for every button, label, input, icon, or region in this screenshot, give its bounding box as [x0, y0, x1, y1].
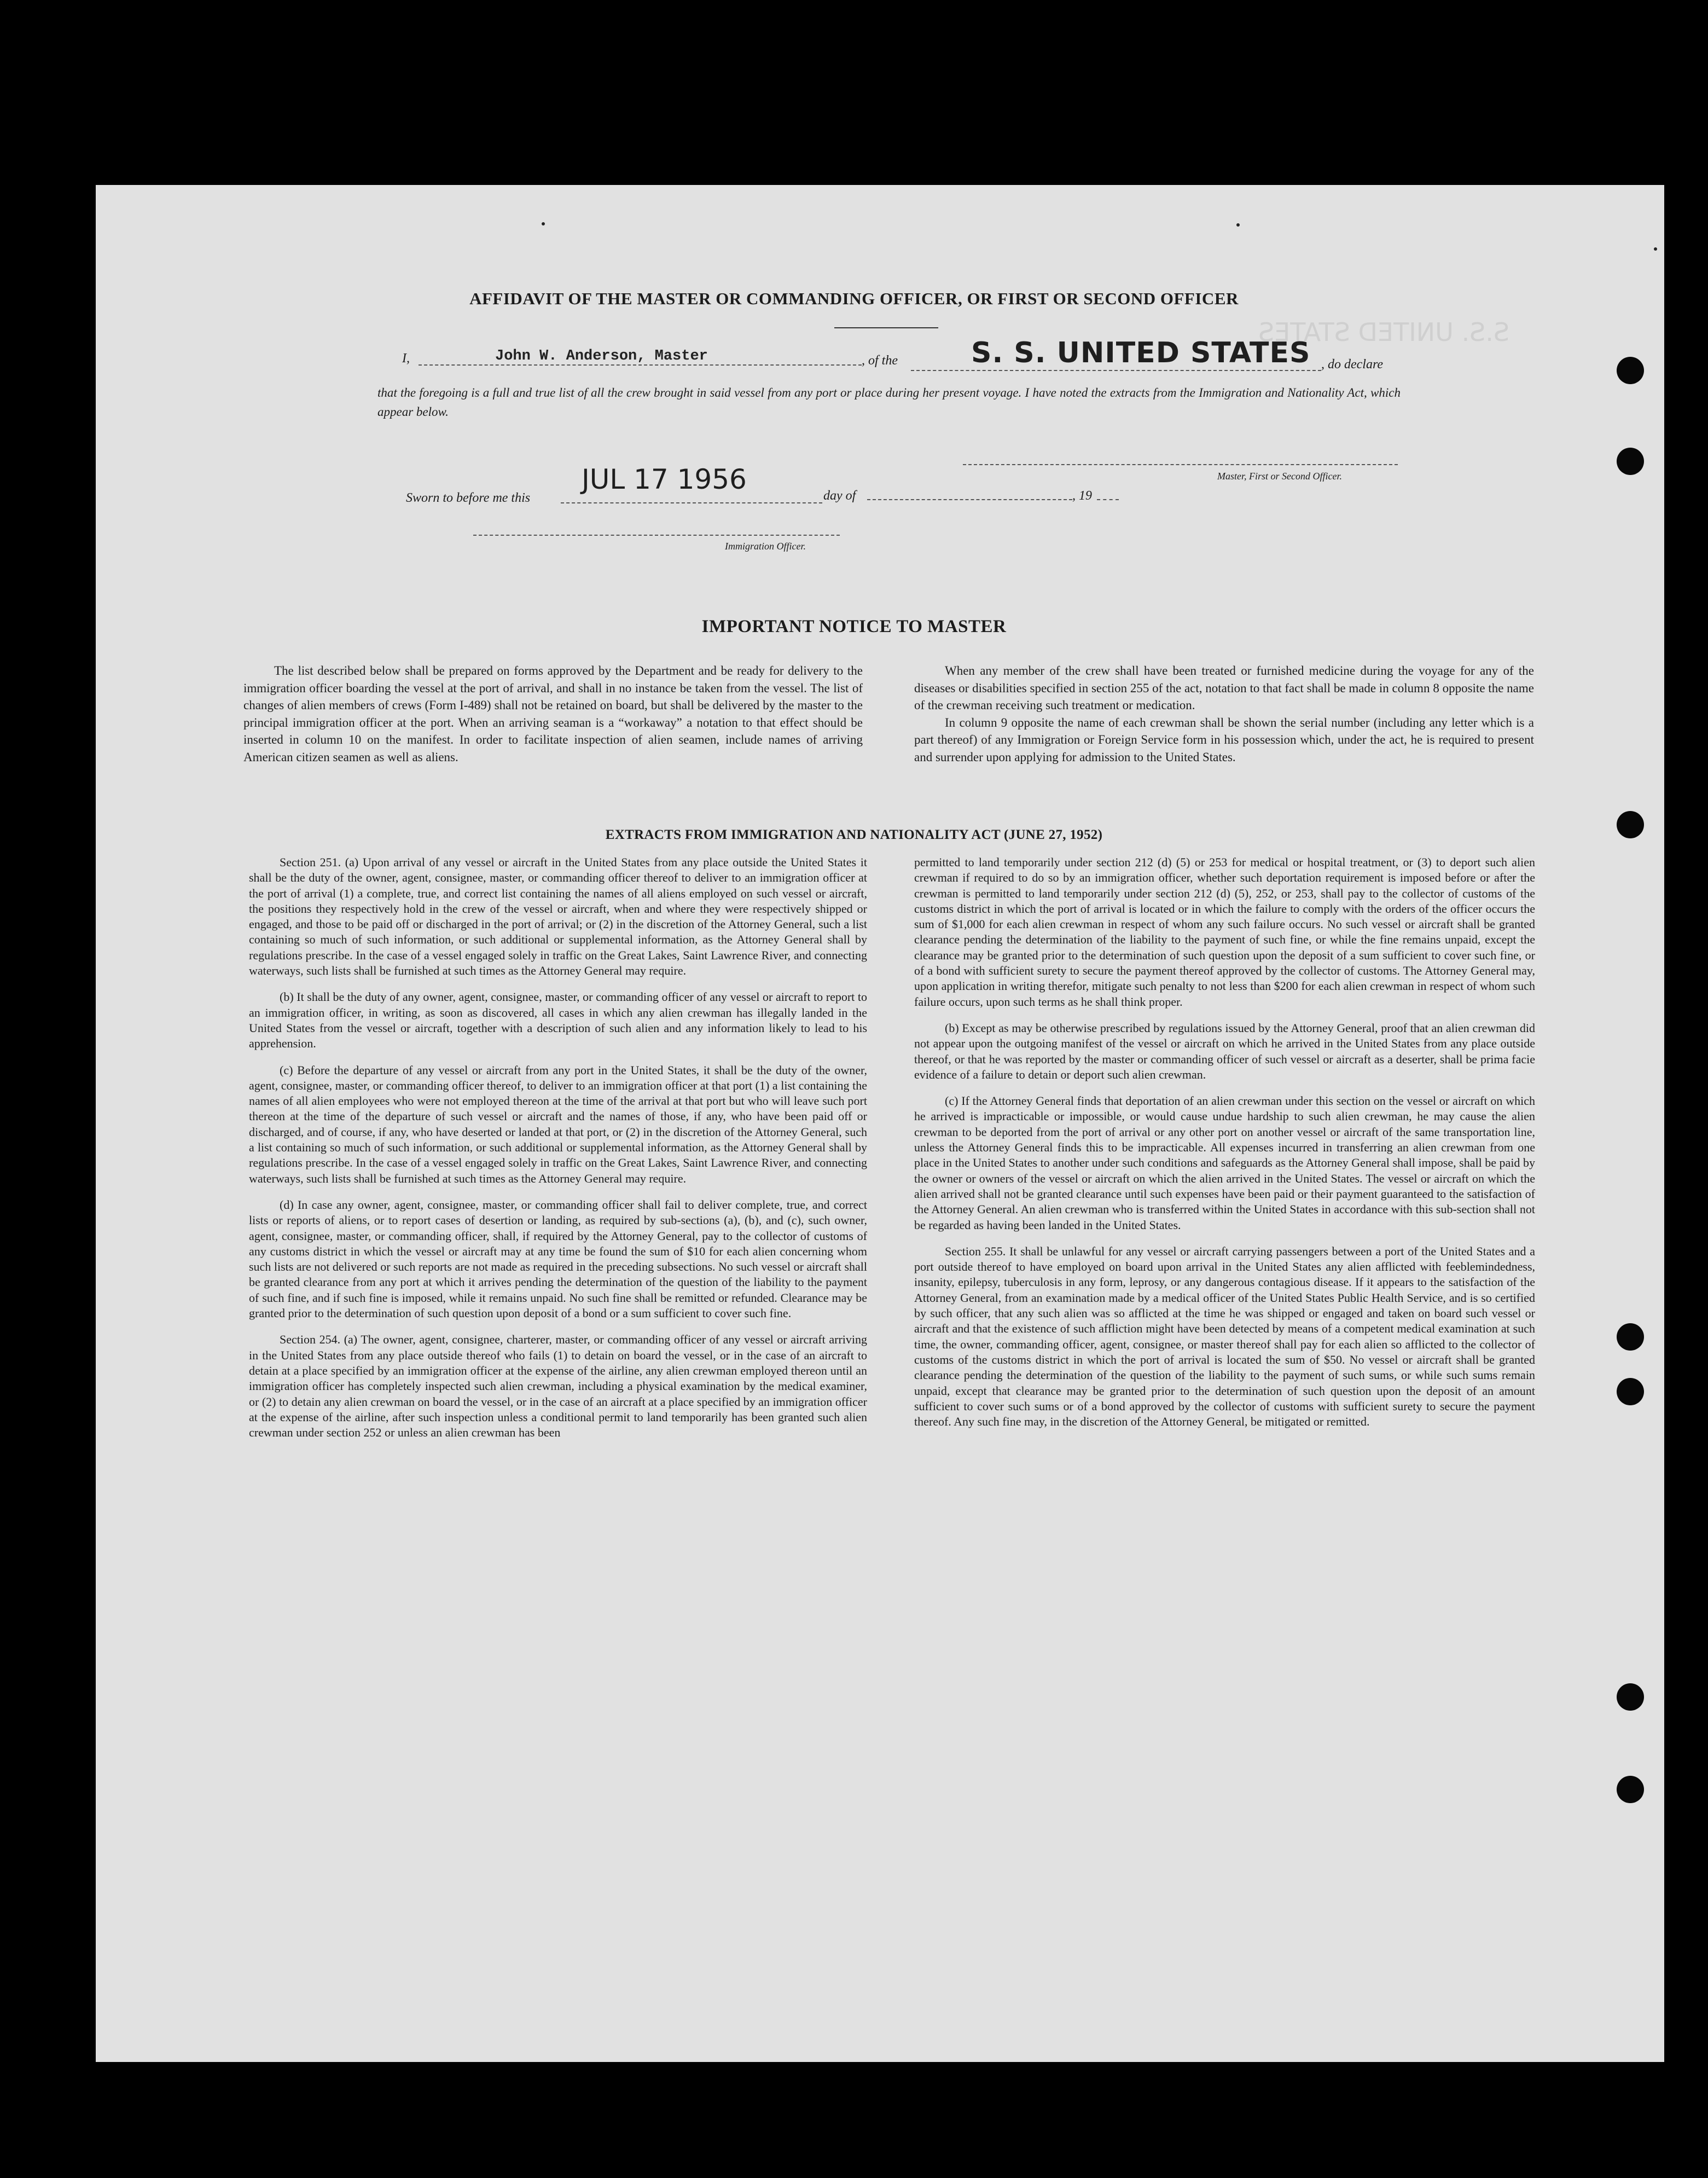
vessel-name: S. S. UNITED STATES — [971, 337, 1311, 369]
day-of-label: day of — [823, 489, 856, 503]
affidavit-prefix: I, — [402, 351, 410, 366]
extracts-title: EXTRACTS FROM IMMIGRATION AND NATIONALITY ACT (JUNE 27, 1952) — [605, 827, 1103, 842]
affidavit-title: AFFIDAVIT OF THE MASTER OR COMMANDING OFFICER, OR FIRST OR SECOND OFFICER — [469, 289, 1239, 308]
sworn-date-line — [561, 502, 822, 503]
section-255: Section 255. It shall be unlawful for any vessel or aircraft carrying passengers between a port of the United States and a port outside thereof to have employed on board upon arrival in the United States any alien afflicted with feeblemindedness, insanity, epilepsy, tuberculosis in any form, leprosy, or any dangerous contagious disease. If it appears to the satisfaction of the Attorney General, from an examination made by a medical officer of the United States Public Health Service, and is so certified by such officer, that any such alien was so afflicted at the time he was shipped or engaged and taken on board such vessel or aircraft and that the existence of such affliction might have been detected by means of a competent medical examination at such time, the owner, commanding officer, agent, consignee, or master thereof shall pay for each alien so afflicted to the collector of customs of the customs district in which the port of arrival is located the sum of $50. No vessel or aircraft shall be granted clearance pending the determination of the question of the liability to the payment of such sums, or while such sums remain unpaid, except that clearance may be granted prior to the determination of such question upon the deposit of an amount sufficient to cover such sums or of a bond approved by the collector of customs with sufficient surety to secure the payment thereof. Any such fine may, in the discretion of the Attorney General, be mitigated or remitted. — [914, 1244, 1535, 1429]
immigration-officer-line — [473, 535, 840, 536]
section-251-c: (c) Before the departure of any vessel or aircraft from any port in the United States, it shall be the duty of the owner, agent, consignee, master, or commanding officer thereof, to deliver to an immigration officer at that port (1) a list containing the names of all alien employees who were not employed thereon at the time of the arrival at that port but who will leave such port thereon at the time of the departure of such vessel or aircraft and the names of those, if any, who have been paid off or discharged, and of course, if any, who have deserted or landed at that port, or (2) in the discretion of the Attorney General, such a list containing so much of such information, or such additional or supplemental information, as the Attorney General shall by regulations prescribe. In the case of a vessel engaged solely in traffic on the Great Lakes, Saint Lawrence River, and connecting waterways, such lists shall be furnished at such times as the Attorney General may require. — [249, 1063, 867, 1185]
notice-title: IMPORTANT NOTICE TO MASTER — [701, 617, 1007, 636]
section-251-d: (d) In case any owner, agent, consignee, master, or commanding officer shall fail to deliver complete, true, and correct lists or reports of aliens, or to report cases of desertion or landing, as required by sub-sections (a), (b), and (c), such owner, agent, consignee, master, or commanding officer, shall, if required by the Attorney General, pay to the collector of customs of any customs district in which the vessel or aircraft may at any time be found the sum of $10 for each alien concerning whom such lists are not delivered or such reports are not made as required in the preceding subsections. No such vessel or aircraft shall be granted clearance from any port at which it arrives pending the determination of the question of the liability to the payment of such fine, and if such fine is imposed, while it remains unpaid. No such fine shall be remitted or refunded. Clearance may be granted prior to the determination of such question upon deposit of a bond or a sum sufficient to cover such fine. — [249, 1197, 867, 1320]
signature-label: Master, First or Second Officer. — [1217, 471, 1342, 482]
section-254-b: (b) Except as may be otherwise prescribed by regulations issued by the Attorney General, proof that an alien crewman did not appear upon the outgoing manifest of the vessel or aircraft on which he arrived in the United States from any place outside thereof, or that he was reported by the master or commanding officer of such vessel or aircraft as a deserter, shall be prima facie evidence of a failure to detain or deport such alien crewman. — [914, 1021, 1535, 1081]
section-254-a-continued: permitted to land temporarily under section 212 (d) (5) or 253 for medical or hospital treatment, or (3) to deport such alien crewman if required to do so by an immigration officer, whether such deportation requirement is imposed before or after the crewman is permitted to land temporarily under section 212 (d) (5), 252, or 253, shall pay to the collector of customs of the customs district in which the port of arrival is located or in which the failure to comply with the orders of the officer occurs the sum of $1,000 for each alien crewman in respect of whom any such failure occurs. No such vessel or aircraft shall be granted clearance pending the determination of the liability to the payment of such fine, or while the fine remains unpaid, except the clearance may be granted prior to the determination of such question upon the deposit of a sum sufficient to cover such fine, or of a bond with sufficient surety to secure the payment thereof approved by the collector of customs. The Attorney General may, upon application in writing therefor, mitigate such penalty to not less than $200 for each alien crewman in respect of whom such failure occurs, upon such terms as he shall think proper. — [914, 855, 1535, 1009]
year-label: , 19 — [1072, 489, 1092, 503]
sworn-date-stamp: JUL 17 1956 — [582, 464, 747, 495]
year-line — [1097, 499, 1119, 500]
notice-left-paragraph: The list described below shall be prepared on forms approved by the Department and be ready for delivery to the immigration officer boarding the vessel at the port of arrival, and shall in no instance be taken from the vessel. The list of changes of alien members of crews (Form I-489) shall not be retained on board, but shall be delivered by the master to the principal immigration officer at the port. When an arriving seaman is a “workaway” a notation to that effect should be inserted in column 10 on the manifest. In order to facilitate inspection of alien seamen, include names of arriving American citizen seamen as well as aliens. — [243, 664, 863, 764]
immigration-officer-label: Immigration Officer. — [725, 541, 806, 552]
of-the-label: , of the — [862, 354, 898, 368]
declaration-text: that the foregoing is a full and true list of all the crew brought in said vessel from any port or place during her present voyage. I have noted the extracts from the Immigration and Nationality Act, which appear below. — [377, 386, 1401, 419]
extracts-right-column — [914, 855, 1535, 1429]
master-name: John W. Anderson, Master — [495, 348, 708, 364]
signature-line — [963, 464, 1398, 465]
vessel-field-line — [911, 370, 1321, 371]
section-251-b: (b) It shall be the duty of any owner, agent, consignee, master, or commanding officer of any vessel or aircraft to report to an immigration officer, in writing, as soon as discovered, all cases in which any alien crewman has illegally landed in the United States from the vessel or aircraft, together with a description of such alien and any information likely to lead to his apprehension. — [249, 990, 867, 1051]
title-underline — [834, 327, 938, 328]
name-field-line — [419, 364, 862, 366]
extracts-left-column — [249, 855, 867, 1440]
month-line — [867, 499, 1072, 500]
notice-right-paragraph-2: In column 9 opposite the name of each crewman shall be shown the serial number (including any letter which is a part thereof) of any Immigration or Foreign Service form in his possession which, under the act, he is required to present and surrender upon applying for admission to the United States. — [914, 715, 1534, 764]
section-254-a: Section 254. (a) The owner, agent, consignee, charterer, master, or commanding officer of any vessel or aircraft arriving in the United States from any place outside thereof who fails (1) to detain on board the vessel, or in the case of an aircraft to detain at a place specified by an immigration officer at the expense of the airline, any alien crewman employed thereon until an immigration officer has completely inspected such alien crewman, including a physical examination by the medical examiner, or (2) to detain any alien crewman on board the vessel, or in the case of an aircraft at a place specified by an immigration officer at the expense of the airline, after such inspection unless a conditional permit to land temporarily has been granted such alien crewman under section 252 or unless an alien crewman has been — [249, 1333, 867, 1440]
sworn-label: Sworn to before me this — [406, 491, 531, 505]
section-251-a: Section 251. (a) Upon arrival of any vessel or aircraft in the United States from any place outside the United States it shall be the duty of the owner, agent, consignee, master, or commanding officer thereof to deliver to an immigration officer at the port of arrival (1) a complete, true, and correct list containing the names of all aliens employed on such vessel or aircraft, the positions they respectively hold in the crew of the vessel or aircraft, when and where they were respectively shipped or engaged, and those to be paid off or discharged in the port of arrival; or (2) in the discretion of the Attorney General, such a list containing so much of such information, or such additional or supplemental information, as the Attorney General shall by regulations prescribe. In the case of a vessel engaged solely in traffic on the Great Lakes, Saint Lawrence River, and connecting waterways, such lists shall be furnished at such times as the Attorney General may require. — [249, 855, 867, 978]
notice-right-column — [914, 662, 1534, 766]
do-declare-label: , do declare — [1321, 357, 1384, 372]
bleed-through: S.S. UNITED STATES — [1258, 317, 1510, 347]
notice-right-paragraph-1: When any member of the crew shall have been treated or furnished medicine during the voyage for any of the diseases or disabilities specified in section 255 of the act, notation to that fact shall be made in column 8 opposite the name of the crewman receiving such treatment or medication. — [914, 664, 1534, 712]
notice-left-column — [243, 662, 863, 766]
section-254-c: (c) If the Attorney General finds that deportation of an alien crewman under this section on the vessel or aircraft on which he arrived is impracticable or impossible, or would cause undue hardship to such alien crewman, he may cause the alien crewman to be deported from the port of arrival or any other port on another vessel or aircraft of the same transportation line, unless the Attorney General finds this to be impracticable. All expenses incurred in transferring an alien crewman from one place in the United States to another under such conditions and safeguards as the Attorney General shall impose, shall be paid by the owner or owners of the vessel or aircraft on which the alien arrived in the United States. The vessel or aircraft on which the alien arrived shall not be granted clearance until such expenses have been paid or their payment guaranteed to the satisfaction of the Attorney General. An alien crewman who is transferred within the United States in accordance with this sub-section shall not be regarded as having been landed in the United States. — [914, 1094, 1535, 1232]
